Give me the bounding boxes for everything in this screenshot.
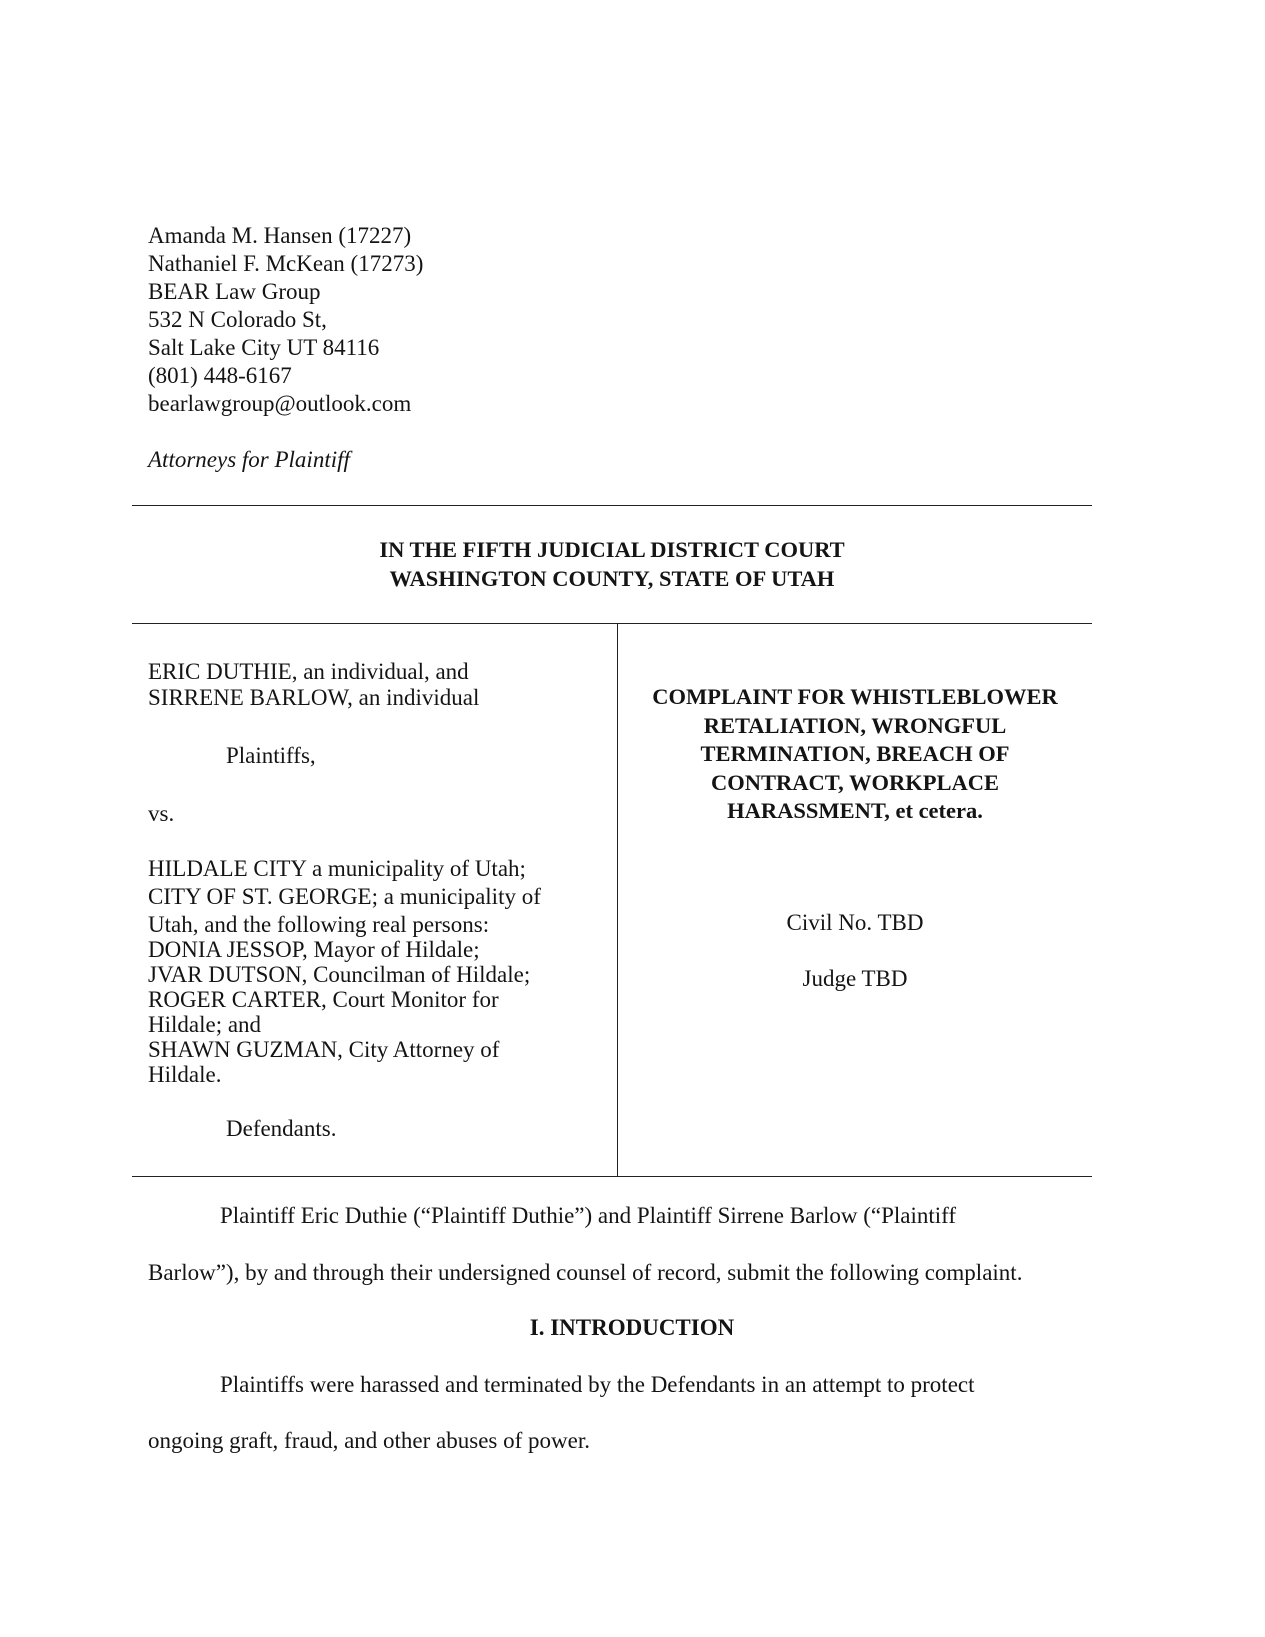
defendant-line: JVAR DUTSON, Councilman of Hildale; [148, 962, 531, 987]
complaint-title-line: TERMINATION, BREACH OF [700, 741, 1010, 766]
complaint-title-line: CONTRACT, WORKPLACE [711, 769, 999, 795]
defendant-line: Hildale; and [148, 1012, 262, 1037]
caption-bottom-rule [132, 1176, 1092, 1177]
defendant-line: HILDALE CITY a municipality of Utah; [148, 856, 526, 881]
paragraph-1-line-2: ongoing graft, fraud, and other abuses of power. [148, 1428, 590, 1453]
plaintiff-line: SIRRENE BARLOW, an individual [148, 685, 480, 710]
counsel-block [148, 222, 423, 418]
intro-paragraph-line-2: Barlow”), by and through their undersigned counsel of record, submit the following complaint. [148, 1260, 1023, 1285]
caption-divider [617, 623, 618, 1176]
defendant-line: Hildale. [148, 1062, 222, 1087]
defendant-line: SHAWN GUZMAN, City Attorney of [148, 1037, 500, 1062]
defendant-line: DONIA JESSOP, Mayor of Hildale; [148, 937, 480, 962]
counsel-line: (801) 448-6167 [148, 363, 292, 388]
complaint-title [625, 683, 1085, 826]
defendant-line: Utah, and the following real persons: [148, 912, 490, 937]
defendants-names [148, 856, 541, 1087]
counsel-email: bearlawgroup@outlook.com [148, 391, 412, 416]
counsel-role: Attorneys for Plaintiff [148, 447, 350, 472]
top-rule [132, 505, 1092, 506]
plaintiffs-names [148, 658, 479, 710]
counsel-line: Salt Lake City UT 84116 [148, 335, 380, 360]
versus-label: vs. [148, 801, 175, 826]
counsel-line: BEAR Law Group [148, 279, 321, 304]
defendant-line: CITY OF ST. GEORGE; a municipality of [148, 884, 541, 909]
caption-top-rule [132, 623, 1092, 624]
section-heading: I. INTRODUCTION [529, 1315, 735, 1340]
defendant-line: ROGER CARTER, Court Monitor for [148, 987, 499, 1012]
complaint-title-line: COMPLAINT FOR WHISTLEBLOWER [652, 684, 1058, 709]
court-venue: WASHINGTON COUNTY, STATE OF UTAH [389, 566, 835, 591]
complaint-title-line: RETALIATION, WRONGFUL [703, 712, 1007, 738]
judge-assignment: Judge TBD [802, 966, 908, 991]
court-name: IN THE FIFTH JUDICIAL DISTRICT COURT [379, 537, 845, 562]
paragraph-1-line-1: Plaintiffs were harassed and terminated by the Defendants in an attempt to protect [220, 1372, 975, 1397]
complaint-title-line: HARASSMENT, et cetera. [727, 798, 983, 823]
intro-paragraph-line-1: Plaintiff Eric Duthie (“Plaintiff Duthie”) and Plaintiff Sirrene Barlow (“Plaintiff [220, 1203, 957, 1228]
plaintiff-line: ERIC DUTHIE, an individual, and [148, 659, 469, 684]
counsel-line: Nathaniel F. McKean (17273) [148, 251, 424, 276]
plaintiffs-label: Plaintiffs, [226, 743, 316, 768]
counsel-line: Amanda M. Hansen (17227) [148, 223, 412, 248]
civil-number: Civil No. TBD [786, 910, 924, 935]
counsel-line: 532 N Colorado St, [148, 307, 327, 332]
court-heading [132, 535, 1092, 593]
defendants-label: Defendants. [226, 1116, 337, 1141]
